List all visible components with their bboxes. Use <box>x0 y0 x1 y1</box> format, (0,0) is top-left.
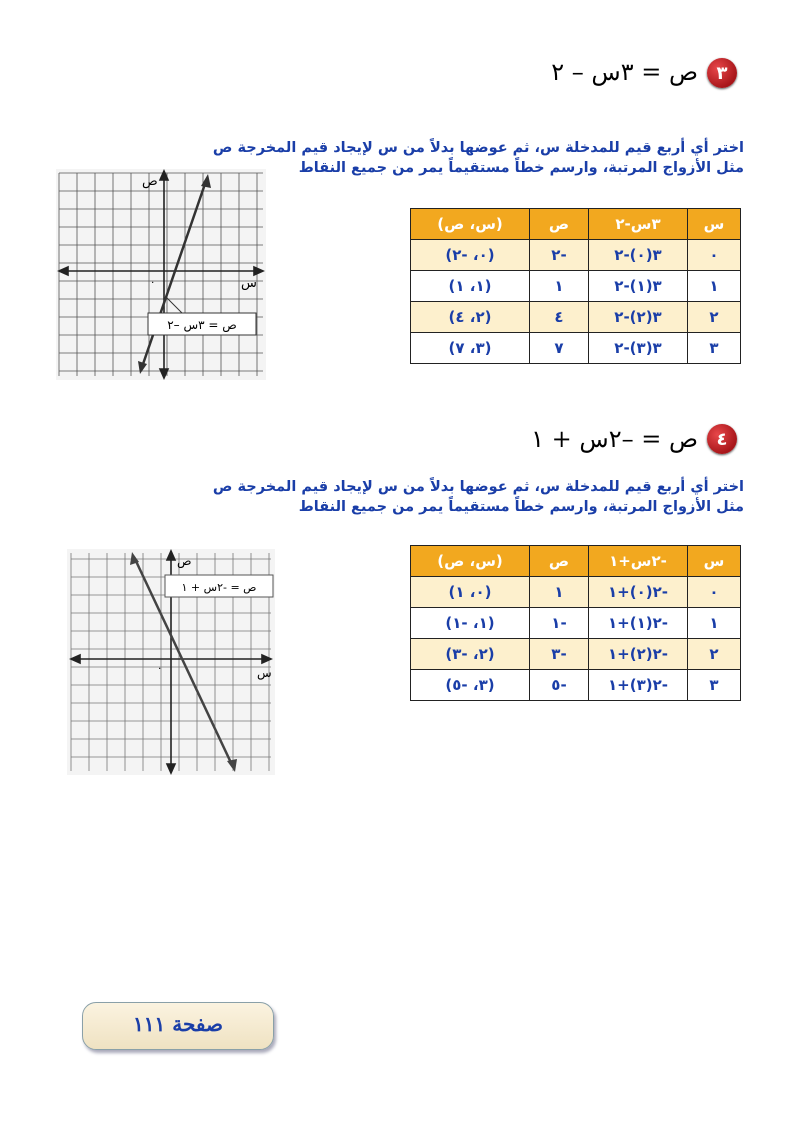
cell-pair: (١، -١) <box>411 608 530 639</box>
cell-pair: (٢، ٤) <box>411 302 530 333</box>
problem-4-table-header <box>411 546 741 577</box>
cell-y: -٥ <box>530 670 589 701</box>
cell-y: ٧ <box>530 333 589 364</box>
cell-x: ١ <box>688 608 741 639</box>
problem-3-instruction-line-1: اختر أي أربع قيم للمدخلة س، ثم عوضها بدلاً من س لإيجاد قيم المخرجة ص <box>212 140 744 156</box>
table-row <box>411 302 741 333</box>
problem-3-table-header <box>411 209 741 240</box>
problem-4-number-badge <box>707 424 737 454</box>
cell-expression: -٢(١)+١ <box>589 608 688 639</box>
cell-pair: (٠، ١) <box>411 577 530 608</box>
table-row <box>411 670 741 701</box>
problem-4-header-x: س <box>688 546 741 577</box>
cell-y: -١ <box>530 608 589 639</box>
cell-expression: ٣(٢)-٢ <box>589 302 688 333</box>
cell-y: ٤ <box>530 302 589 333</box>
problem-4-y-axis-label: ص <box>177 554 192 568</box>
cell-expression: ٣(٠)-٢ <box>589 240 688 271</box>
problem-3-graph <box>56 169 266 380</box>
problem-4-graph <box>67 549 275 775</box>
problem-3-header-x: س <box>688 209 741 240</box>
table-row <box>411 271 741 302</box>
problem-3-number: ٣ <box>716 62 728 84</box>
cell-pair: (٣، -٥) <box>411 670 530 701</box>
cell-expression: -٢(٣)+١ <box>589 670 688 701</box>
cell-pair: (٣، ٧) <box>411 333 530 364</box>
table-row <box>411 639 741 670</box>
table-row <box>411 608 741 639</box>
problem-3-grid <box>59 173 263 376</box>
problem-4-number: ٤ <box>716 428 728 450</box>
problem-3-x-axis-label: س <box>241 276 257 291</box>
problem-3-header-pair: (س، ص) <box>411 209 530 240</box>
problem-3-y-axis-label: ص <box>142 174 158 189</box>
cell-x: ١ <box>688 271 741 302</box>
problem-3-instruction-line-2: مثل الأزواج المرتبة، وارسم خطاً مستقيماً يمر من جميع النقاط <box>298 160 744 176</box>
problem-4-instructions <box>144 477 744 517</box>
problem-4-header-y: ص <box>530 546 589 577</box>
problem-4-x-axis-label: س <box>257 666 272 680</box>
cell-x: ٠ <box>688 240 741 271</box>
problem-3-header-expression: ٣س-٢ <box>589 209 688 240</box>
problem-4-header-expression: -٢س+١ <box>589 546 688 577</box>
cell-x: ٠ <box>688 577 741 608</box>
cell-x: ٣ <box>688 333 741 364</box>
problem-4-instruction-line-2: مثل الأزواج المرتبة، وارسم خطاً مستقيماً يمر من جميع النقاط <box>298 499 744 515</box>
cell-x: ٣ <box>688 670 741 701</box>
problem-3-header-y: ص <box>530 209 589 240</box>
problem-4-line-label: ص = -٢س + ١ <box>181 581 257 594</box>
cell-y: ١ <box>530 271 589 302</box>
cell-expression: ٣(١)-٢ <box>589 271 688 302</box>
cell-expression: ٣(٣)-٢ <box>589 333 688 364</box>
cell-pair: (٠، -٢) <box>411 240 530 271</box>
problem-3-axes <box>59 171 263 378</box>
cell-y: -٢ <box>530 240 589 271</box>
cell-expression: -٢(٢)+١ <box>589 639 688 670</box>
page-number-tab <box>82 1002 274 1050</box>
problem-3-line-label: ص = ٣س –٢ <box>167 318 237 332</box>
cell-expression: -٢(٠)+١ <box>589 577 688 608</box>
cell-y: -٣ <box>530 639 589 670</box>
cell-y: ١ <box>530 577 589 608</box>
problem-4-instruction-line-1: اختر أي أربع قيم للمدخلة س، ثم عوضها بدلاً من س لإيجاد قيم المخرجة ص <box>212 479 744 495</box>
cell-x: ٢ <box>688 302 741 333</box>
problem-4-origin-label: ٠ <box>157 663 163 674</box>
table-row <box>411 577 741 608</box>
page-number-label: صفحة ١١١ <box>133 1012 223 1036</box>
cell-pair: (٢، -٣) <box>411 639 530 670</box>
problem-4-table <box>410 545 741 701</box>
table-row <box>411 240 741 271</box>
cell-pair: (١، ١) <box>411 271 530 302</box>
problem-4-equation: ص = –٢س + ١ <box>531 425 698 453</box>
problem-3-equation: ص = ٣س – ٢ <box>551 58 698 86</box>
cell-x: ٢ <box>688 639 741 670</box>
problem-3-table <box>410 208 741 364</box>
problem-4-header-pair: (س، ص) <box>411 546 530 577</box>
problem-3-number-badge <box>707 58 737 88</box>
table-row <box>411 333 741 364</box>
problem-3-origin-label: ٠ <box>150 277 156 288</box>
